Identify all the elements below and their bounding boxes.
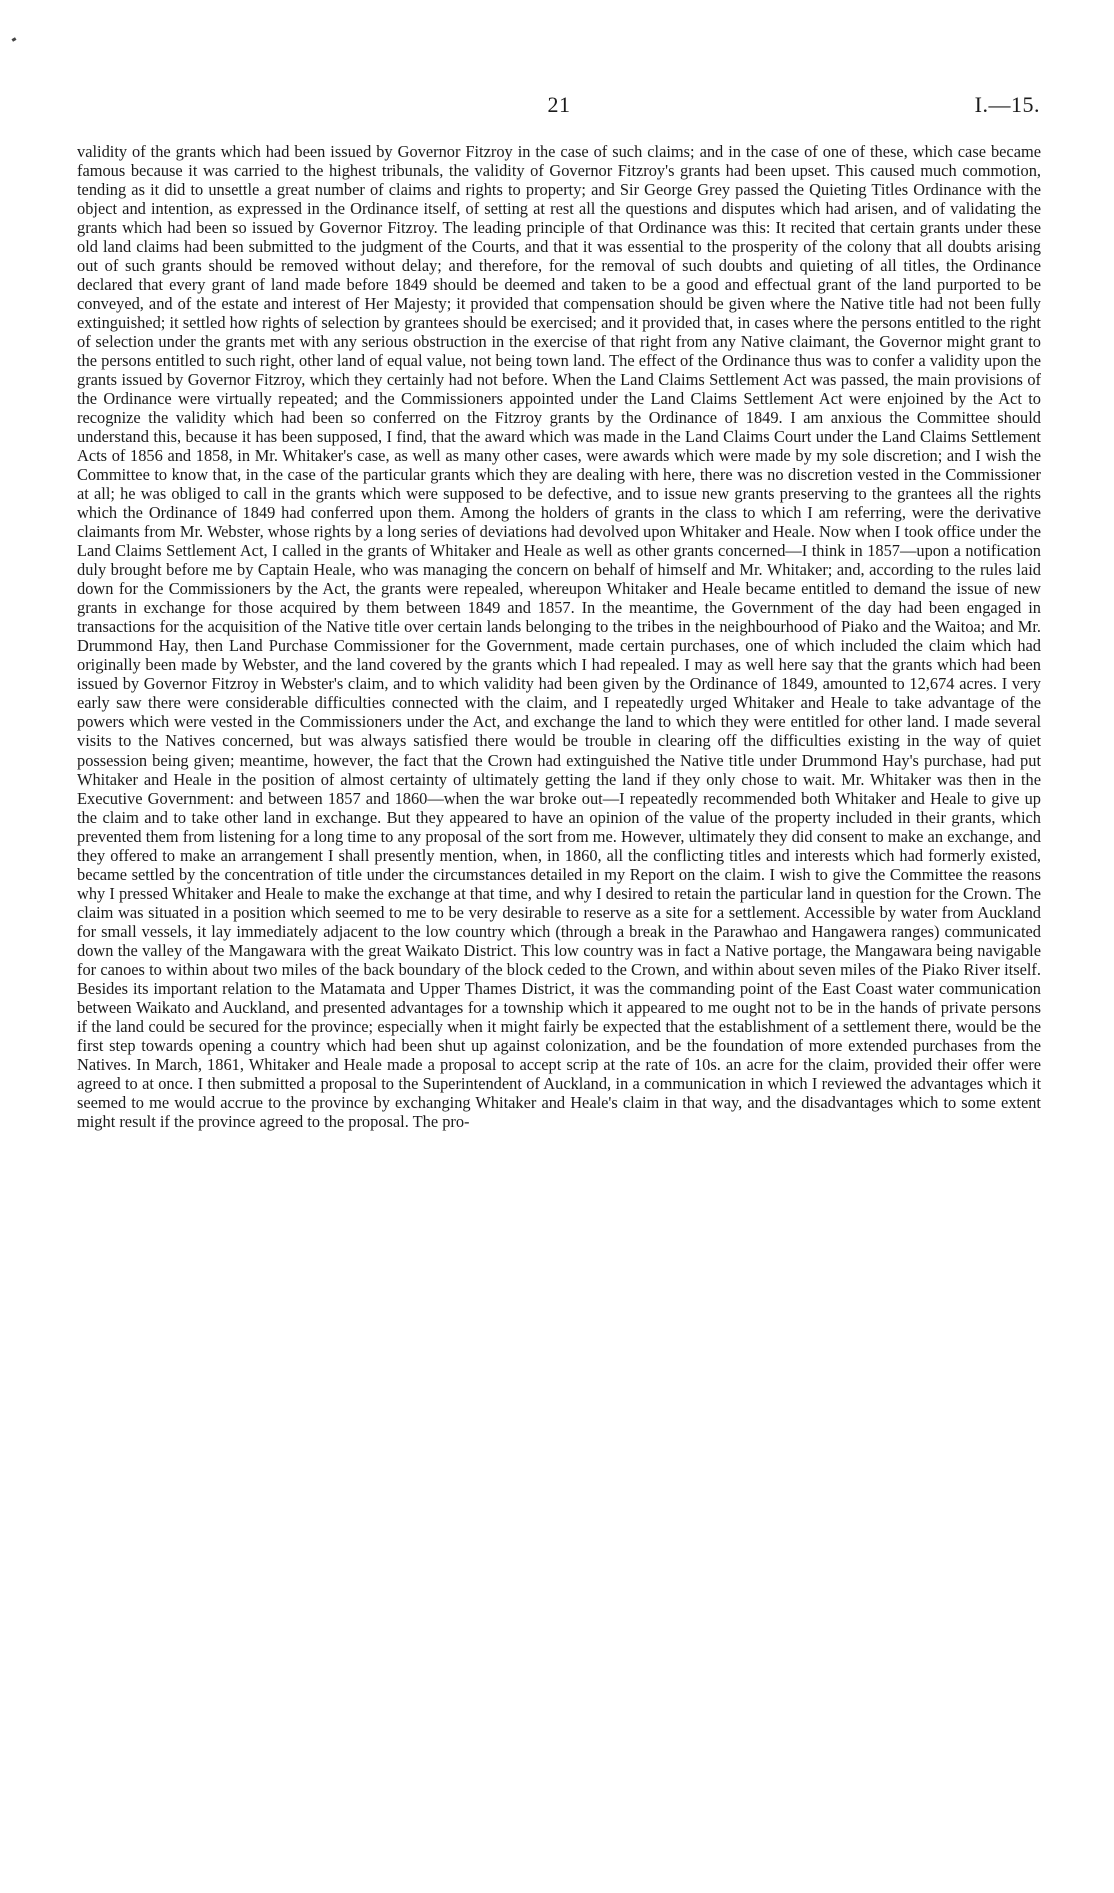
page-number: 21 (547, 92, 571, 117)
scan-mark (12, 37, 17, 42)
body-text (77, 142, 1041, 1131)
page-header (78, 92, 1040, 124)
paragraph: validity of the grants which had been issued by Governor Fitzroy in the case of such claims; and in the case of one of these, which case became famous because it was carried to the highest tribunals, the validity of Governor Fitzroy's grants had been upset. This caused much commotion, tending as it did to unsettle a great number of claims and rights to property; and Sir George Grey passed the Quieting Titles Ordinance with the object and intention, as expressed in the Ordinance itself, of setting at rest all the questions and disputes which had arisen, and of validating the grants which had been so issued by Governor Fitzroy. The leading principle of that Ordinance was this: It recited that certain grants under these old land claims had been submitted to the judgment of the Courts, and that it was essential to the prosperity of the colony that all doubts arising out of such grants should be removed without delay; and therefore, for the removal of such doubts and quieting of all titles, the Ordinance declared that every grant of land made before 1849 should be deemed and taken to be a good and effectual grant of the land purported to be conveyed, and of the estate and interest of Her Majesty; it provided that compensation should be given where the Native title had not been fully extinguished; it settled how rights of selection by grantees should be exercised; and it provided that, in cases where the persons entitled to the right of selection under the grants met with any serious obstruction in the exercise of that right from any Native claimant, the Governor might grant to the persons entitled to such right, other land of equal value, not being town land. The effect of the Ordinance thus was to confer a validity upon the grants issued by Governor Fitzroy, which they certainly had not before. When the Land Claims Settlement Act was passed, the main provisions of the Ordinance were virtually repeated; and the Commissioners appointed under the Land Claims Settlement Act were enjoined by the Act to recognize the validity which had been so conferred on the Fitzroy grants by the Ordinance of 1849. I am anxious the Committee should understand this, because it has been supposed, I find, that the award which was made in the Land Claims Court under the Land Claims Settlement Acts of 1856 and 1858, in Mr. Whitaker's case, as well as many other cases, were awards which were made by my sole discretion; and I wish the Committee to know that, in the case of the particular grants which they are dealing with here, there was no discretion vested in the Commissioner at all; he was obliged to call in the grants which were supposed to be defective, and to issue new grants preserving to the grantees all the rights which the Ordinance of 1849 had conferred upon them. Among the holders of grants in the class to which I am referring, were the derivative claimants from Mr. Webster, whose rights by a long series of deviations had devolved upon Whitaker and Heale. Now when I took office under the Land Claims Settlement Act, I called in the grants of Whitaker and Heale as well as other grants concerned—I think in 1857—upon a notification duly brought before me by Captain Heale, who was managing the concern on behalf of himself and Mr. Whitaker; and, according to the rules laid down for the Commissioners by the Act, the grants were repealed, whereupon Whitaker and Heale became entitled to demand the issue of new grants in exchange for those acquired by them between 1849 and 1857. In the meantime, the Government of the day had been engaged in transactions for the acquisition of the Native title over certain lands belonging to the tribes in the neighbourhood of Piako and the Waitoa; and Mr. Drummond Hay, then Land Purchase Commissioner for the Government, made certain purchases, one of which included the claim which had originally been made by Webster, and the land covered by the grants which I had repealed. I may as well here say that the grants which had been issued by Governor Fitzroy in Webster's claim, and to which validity had been given by the Ordinance of 1849, amounted to 12,674 acres. I very early saw there were considerable difficulties connected with the claim, and I repeatedly urged Whitaker and Heale to take advantage of the powers which were vested in the Commissioners under the Act, and exchange the land to which they were entitled for other land. I made several visits to the Natives concerned, but was always satisfied there would be trouble in clearing off the difficulties existing in the way of quiet possession being given; meantime, however, the fact that the Crown had extinguished the Native title under Drummond Hay's purchase, had put Whitaker and Heale in the position of almost certainty of ultimately getting the land if they only chose to wait. Mr. Whitaker was then in the Executive Government: and between 1857 and 1860—when the war broke out—I repeatedly recommended both Whitaker and Heale to give up the claim and to take other land in exchange. But they appeared to have an opinion of the value of the property included in their grants, which prevented them from listening for a long time to any proposal of the sort from me. However, ultimately they did consent to make an exchange, and they offered to make an arrangement I shall presently mention, when, in 1860, all the conflicting titles and interests which had formerly existed, became settled by the concentration of title under the circumstances detailed in my Report on the claim. I wish to give the Committee the reasons why I pressed Whitaker and Heale to make the exchange at that time, and why I desired to retain the particular land in question for the Crown. The claim was situated in a position which seemed to me to be very desirable to reserve as a site for a settlement. Accessible by water from Auckland for small vessels, it lay immediately adjacent to the low country which (through a break in the Parawhao and Hangawera ranges) communicated down the valley of the Mangawara with the great Waikato District. This low country was in fact a Native portage, the Mangawara being navigable for canoes to within about two miles of the back boundary of the block ceded to the Crown, and within about seven miles of the Piako River itself. Besides its important relation to the Matamata and Upper Thames District, it was the commanding point of the East Coast water communication between Waikato and Auckland, and presented advantages for a township which it appeared to me ought not to be in the hands of private persons if the land could be secured for the province; especially when it might fairly be expected that the establishment of a settlement there, would be the first step towards opening a country which had been shut up against colonization, and be the foundation of more extended purchases from the Natives. In March, 1861, Whitaker and Heale made a proposal to accept scrip at the rate of 10s. an acre for the claim, provided their offer were agreed to at once. I then submitted a proposal to the Superintendent of Auckland, in a communication in which I reviewed the advantages which it seemed to me would accrue to the province by exchanging Whitaker and Heale's claim in that way, and the disadvantages which to some extent might result if the province agreed to the proposal. The pro- (77, 142, 1041, 1131)
document-reference: I.—15. (974, 92, 1040, 117)
